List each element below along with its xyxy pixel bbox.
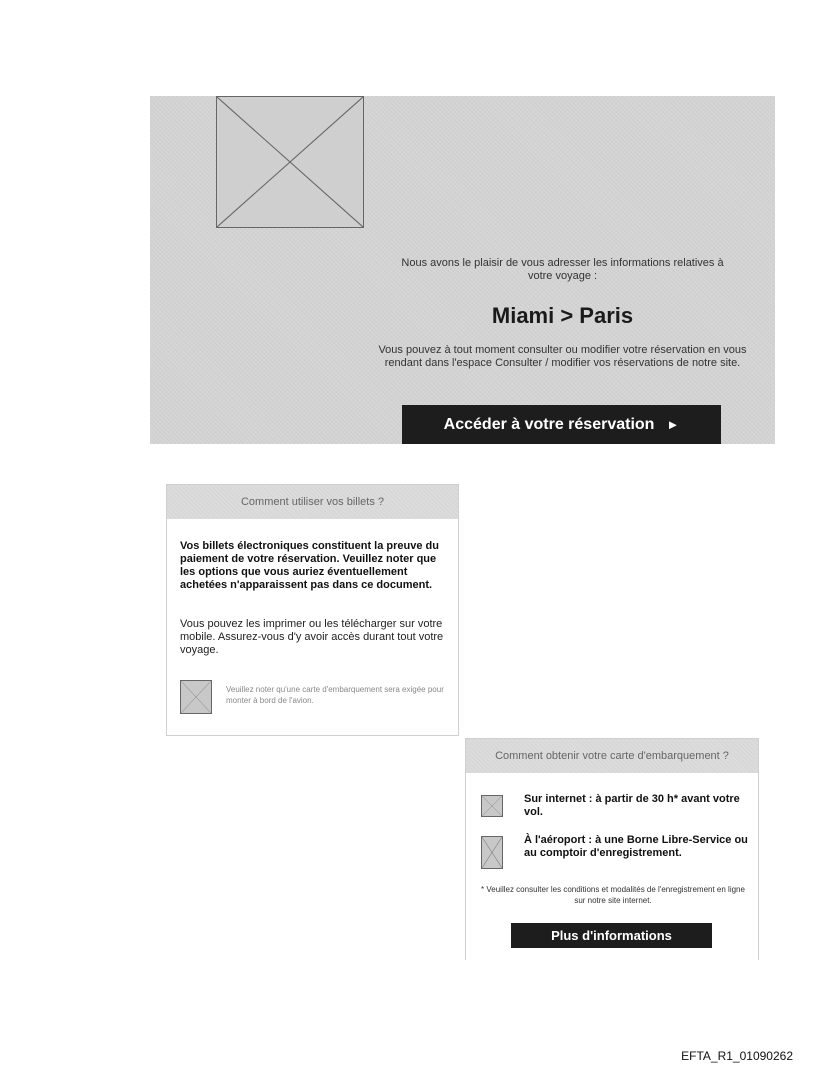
tickets-note: Veuillez noter qu'une carte d'embarquement sera exigée pour monter à bord de l'avion. — [226, 685, 444, 705]
tickets-info-box — [166, 484, 459, 736]
boarding-note: * Veuillez consulter les conditions et modalités de l'enregistrement en ligne sur notre site internet. — [481, 885, 745, 905]
tickets-text: Vous pouvez les imprimer ou les télécharger sur votre mobile. Assurez-vous d'y avoir accès durant tout votre voyage. — [180, 618, 444, 656]
more-info-button[interactable]: Plus d'informations — [511, 923, 712, 948]
document-id: EFTA_R1_01090262 — [681, 1049, 793, 1063]
internet-placeholder-icon — [481, 795, 503, 817]
hero-intro-text: Nous avons le plaisir de vous adresser les informations relatives à votre voyage : — [401, 257, 724, 282]
tickets-box-title: Comment utiliser vos billets ? — [167, 485, 458, 519]
play-arrow-icon: ► — [666, 417, 680, 432]
tickets-strong-text: Vos billets électroniques constituent la preuve du paiement de votre réservation. Veuillez noter que les options que vous auriez éventuellement achetées n'apparaissent pas dans ce document. — [180, 540, 439, 591]
boarding-box-title: Comment obtenir votre carte d'embarquement ? — [466, 739, 758, 773]
access-reservation-label: Accéder à votre réservation — [443, 415, 655, 433]
hero-info-text: Vous pouvez à tout moment consulter ou modifier votre réservation en vous rendant dans l'espace Consulter / modifier vos réservations de notre site. — [378, 344, 747, 369]
boarding-internet-text: Sur internet : à partir de 30 h* avant votre vol. — [524, 793, 740, 818]
boarding-pass-placeholder-icon — [180, 680, 212, 714]
boarding-info-box — [465, 738, 759, 960]
trip-route: Miami > Paris — [491, 303, 634, 328]
boarding-airport-text: À l'aéroport : à une Borne Libre-Service ou au comptoir d'enregistrement. — [524, 834, 748, 859]
image-placeholder-icon — [216, 96, 364, 228]
access-reservation-button[interactable] — [402, 405, 721, 444]
hero-banner — [150, 96, 775, 444]
airport-placeholder-icon — [481, 836, 503, 869]
